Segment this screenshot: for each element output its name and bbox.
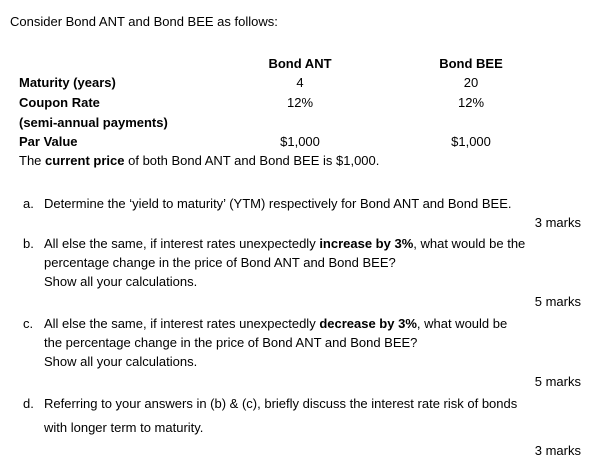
question-b-letter: b. (23, 236, 34, 251)
question-c-line2: the percentage change in the price of Bond ANT and Bond BEE? (44, 335, 418, 350)
row-label-par-value: Par Value (19, 134, 78, 149)
bee-coupon-rate: 12% (457, 95, 485, 110)
question-b-line1-post: , what would be the (413, 236, 526, 251)
question-c-marks: 5 marks (534, 374, 581, 389)
question-a-marks: 3 marks (534, 215, 581, 230)
intro-text: Consider Bond ANT and Bond BEE as follows: (10, 14, 278, 29)
question-b-line1-pre: All else the same, if interest rates unexpectedly (44, 236, 320, 251)
price-note (19, 153, 379, 169)
row-label-coupon-rate: Coupon Rate (19, 95, 100, 110)
question-b-marks: 5 marks (534, 294, 581, 309)
price-note-bold: current price (45, 153, 125, 168)
question-c-line3: Show all your calculations. (44, 354, 198, 369)
bee-maturity: 20 (463, 75, 479, 90)
price-note-prefix: The (19, 153, 46, 168)
question-b-line1 (44, 236, 525, 252)
question-c-line1-pre: All else the same, if interest rates unexpectedly (44, 316, 320, 331)
question-c-line1-post: , what would be (416, 316, 508, 331)
question-d-letter: d. (23, 396, 34, 411)
header-bond-ant: Bond ANT (268, 56, 332, 71)
question-a-letter: a. (23, 196, 34, 211)
row-label-maturity: Maturity (years) (19, 75, 116, 90)
question-d-marks: 3 marks (534, 443, 581, 458)
question-c-line1 (44, 316, 507, 332)
question-b-line1-bold: increase by 3% (319, 236, 414, 251)
question-b-line3: Show all your calculations. (44, 274, 198, 289)
ant-coupon-rate: 12% (286, 95, 314, 110)
question-b-line2: percentage change in the price of Bond ANT and Bond BEE? (44, 255, 396, 270)
row-label-semi-annual: (semi-annual payments) (19, 115, 168, 130)
header-bond-bee: Bond BEE (439, 56, 503, 71)
question-d-line2: with longer term to maturity. (44, 420, 204, 435)
question-d-line1: Referring to your answers in (b) & (c), briefly discuss the interest rate risk of bonds (44, 396, 518, 411)
ant-maturity: 4 (296, 75, 304, 90)
price-note-suffix: of both Bond ANT and Bond BEE is $1,000. (124, 153, 380, 168)
question-a-line1: Determine the ‘yield to maturity’ (YTM) respectively for Bond ANT and Bond BEE. (44, 196, 512, 211)
question-c-line1-bold: decrease by 3% (319, 316, 417, 331)
question-c-letter: c. (23, 316, 34, 331)
bee-par-value: $1,000 (451, 134, 491, 149)
ant-par-value: $1,000 (280, 134, 320, 149)
